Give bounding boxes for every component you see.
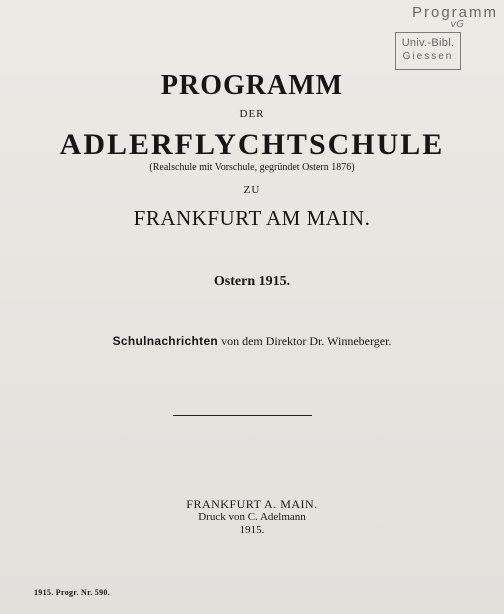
imprint-printer: Druck von C. Adelmann bbox=[198, 511, 306, 523]
title-subtitle: (Realschule mit Vorschule, gegründet Ostern 1876) bbox=[149, 162, 355, 173]
date-line: Ostern 1915. bbox=[213, 274, 291, 289]
programm-stamp: Programm bbox=[411, 4, 498, 21]
imprint-place: FRANKFURT A. MAIN. bbox=[186, 497, 318, 511]
contents-rest: von dem Direktor Dr. Winneberger. bbox=[218, 334, 392, 348]
title-city: FRANKFURT AM MAIN. bbox=[133, 206, 371, 230]
contents-line bbox=[0, 334, 504, 349]
library-stamp-line1: Univ.-Bibl. bbox=[401, 37, 455, 49]
title-der: DER bbox=[239, 108, 265, 120]
imprint-year: 1915. bbox=[239, 524, 265, 536]
library-stamp bbox=[395, 32, 461, 70]
title-programm: PROGRAMM bbox=[160, 70, 344, 101]
divider-rule bbox=[173, 415, 312, 416]
handwritten-note: vG bbox=[450, 19, 464, 30]
title-school-name: ADLERFLYCHTSCHULE bbox=[59, 128, 445, 161]
library-stamp-line2: Giessen bbox=[402, 51, 454, 62]
contents-bold: Schulnachrichten bbox=[112, 334, 219, 348]
title-zu: ZU bbox=[243, 184, 261, 196]
footer-program-number: 1915. Progr. Nr. 590. bbox=[34, 588, 111, 597]
